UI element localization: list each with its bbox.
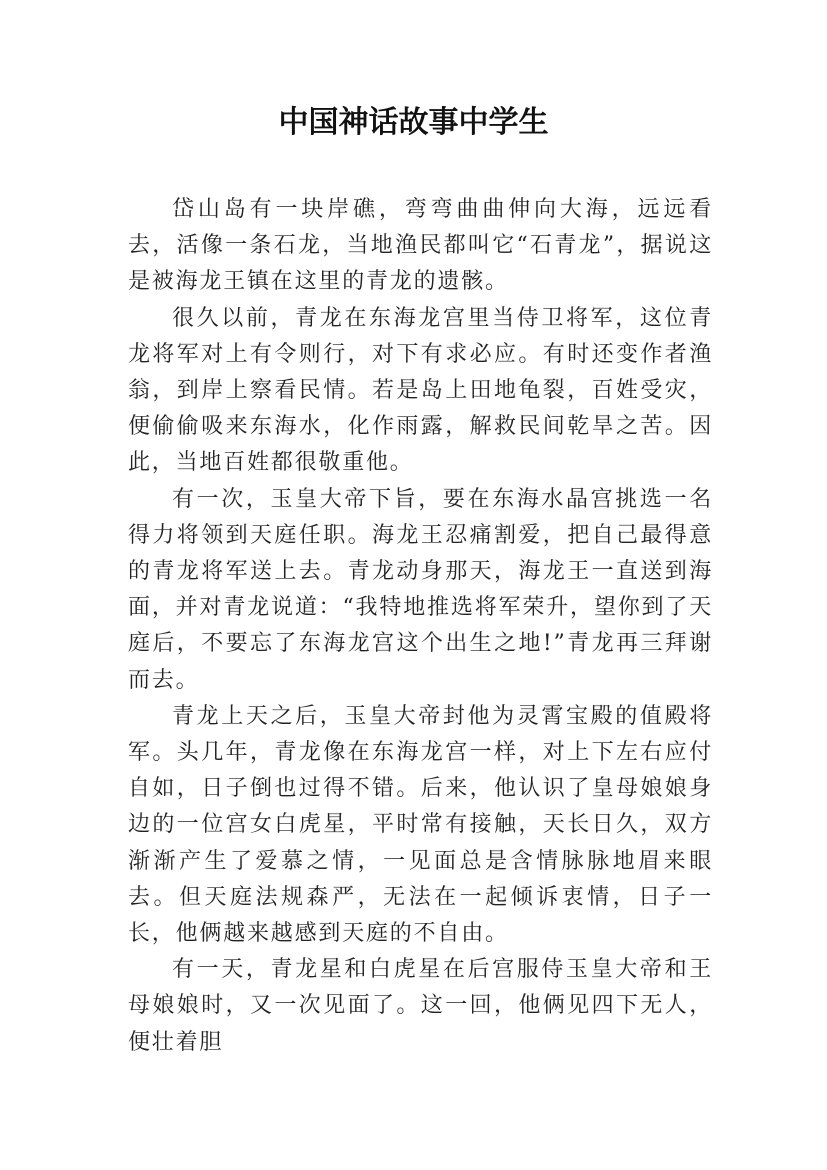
paragraph-3: 有一次，玉皇大帝下旨，要在东海水晶宫挑选一名得力将领到天庭任职。海龙王忍痛割爱，把自己最得意的青龙将军送上去。青龙动身那天，海龙王一直送到海面，并对青龙说道：“我特地推选将军荣升，望你到了天庭后，不要忘了东海龙宫这个出生之地!”青龙再三拜谢而去。 — [128, 486, 713, 693]
document-title: 中国神话故事中学生 — [278, 105, 549, 140]
paragraph-1: 岱山岛有一块岸礁，弯弯曲曲伸向大海，远远看去，活像一条石龙，当地渔民都叫它“石青龙”，据说这是被海龙王镇在这里的青龙的遗骸。 — [128, 197, 713, 295]
paragraph-2: 很久以前，青龙在东海龙宫里当侍卫将军，这位青龙将军对上有令则行，对下有求必应。有时还变作者渔翁，到岸上察看民情。若是岛上田地龟裂，百姓受灾，便偷偷吸来东海水，化作雨露，解救民间乾旱之苦。因此，当地百姓都很敬重他。 — [128, 305, 713, 476]
paragraph-4: 青龙上天之后，玉皇大帝封他为灵霄宝殿的值殿将军。头几年，青龙像在东海龙宫一样，对上下左右应付自如，日子倒也过得不错。后来，他认识了皇母娘娘身边的一位宫女白虎星，平时常有接触，天长日久，双方渐渐产生了爱慕之情，一见面总是含情脉脉地眉来眼去。但天庭法规森严，无法在一起倾诉衷情，日子一长，他俩越来越感到天庭的不自由。 — [128, 703, 713, 947]
document-body — [128, 192, 713, 1061]
paragraph-5: 有一天，青龙星和白虎星在后宫服侍玉皇大帝和王母娘娘时，又一次见面了。这一回，他俩见四下无人，便壮着胆 — [128, 957, 713, 1055]
